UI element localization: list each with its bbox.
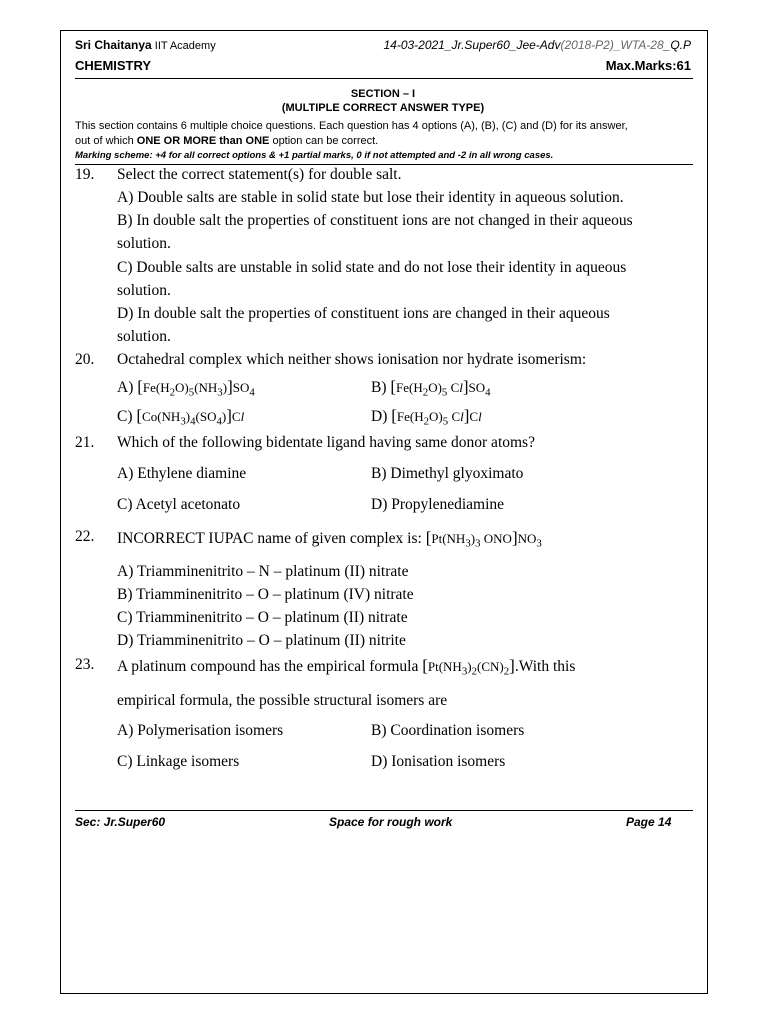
paper-code: 14-03-2021_Jr.Super60_Jee-Adv(2018-P2)_WTA-28_Q.P [383, 38, 691, 52]
q19-option-d-cont: solution. [117, 328, 171, 345]
q19-option-d: D) In double salt the properties of constituent ions are changed in their aqueous [117, 305, 610, 322]
academy-label: IIT Academy [154, 40, 216, 52]
instructions-line-1: This section contains 6 multiple choice questions. Each question has 4 options (A), (B), (C) and (D) for its answer, [75, 120, 628, 132]
q22-option-d: D) Triamminenitrito – O – platinum (II) nitrite [117, 632, 406, 649]
q23-option-d: D) Ionisation isomers [371, 753, 506, 770]
q19-option-a: A) Double salts are stable in solid state but lose their identity in aqueous solution. [117, 189, 624, 206]
q19-option-b: B) In double salt the properties of constituent ions are not changed in their aqueous [117, 212, 633, 229]
q19-option-b-cont: solution. [117, 235, 171, 252]
subject-line [75, 58, 691, 73]
instructions-line-2: out of which ONE OR MORE than ONE option can be correct. [75, 135, 379, 147]
q19-text: Select the correct statement(s) for double salt. [117, 166, 402, 183]
q20-option-c: C) $[Co(NH_3)_4(SO_4)]Cl$ [117, 406, 245, 428]
q23-option-c: C) Linkage isomers [117, 753, 240, 770]
q21-text: Which of the following bidentate ligand having same donor atoms? [117, 434, 535, 451]
header-line [75, 38, 691, 52]
q19-option-c-cont: solution. [117, 282, 171, 299]
q21-option-c: C) Acetyl acetonato [117, 496, 241, 513]
divider [75, 78, 693, 79]
q19-option-c: C) Double salts are unstable in solid state and do not lose their identity in aqueous [117, 259, 627, 276]
footer-page-number: Page 14 [626, 815, 672, 829]
section-title: SECTION – I [350, 88, 416, 100]
q21-number: 21. [75, 434, 95, 451]
q23-text: A platinum compound has the empirical formula $[Pt(NH_3)_2(CN)_2].With$ this [117, 656, 576, 678]
q22-text: INCORRECT IUPAC name of given complex is: [$Pt(NH_3)_3$ $ONO]NO_3$ [117, 528, 542, 550]
brand-logo: Sri Chaitanya [75, 38, 152, 52]
max-marks: Max.Marks:61 [605, 58, 691, 73]
q20-option-b: B) [$Fe(H_2O)_5$ $Cl]SO_4$ [371, 377, 491, 399]
q21-option-a: A) Ethylene diamine [117, 465, 247, 482]
footer-section: Sec: Jr.Super60 [75, 815, 166, 829]
q23-option-b: B) Coordination isomers [371, 722, 525, 739]
q21-option-b: B) Dimethyl glyoximato [371, 465, 524, 482]
q23-number: 23. [75, 656, 95, 673]
q22-number: 22. [75, 528, 95, 545]
q22-option-a: A) Triamminenitrito – N – platinum (II) nitrate [117, 563, 409, 580]
q20-option-a: A) $[Fe(H_2O)_5(NH_3)]SO_4$ [117, 377, 255, 399]
q21-option-d: D) Propylenediamine [371, 496, 505, 513]
section-type: (MULTIPLE CORRECT ANSWER TYPE) [281, 102, 485, 114]
q22-option-c: C) Triamminenitrito – O – platinum (II) nitrate [117, 609, 408, 626]
q23-text-cont: empirical formula, the possible structural isomers are [117, 692, 448, 709]
q20-number: 20. [75, 351, 95, 368]
q23-option-a: A) Polymerisation isomers [117, 722, 284, 739]
footer-divider [75, 810, 693, 811]
divider [75, 164, 693, 165]
q20-option-d: D) [$Fe(H_2O)_5$ Cl]Cl [371, 406, 482, 428]
subject-title: CHEMISTRY [75, 58, 152, 73]
footer-rough-work: Space for rough work [329, 815, 453, 829]
q22-option-b: B) Triamminenitrito – O – platinum (IV) nitrate [117, 586, 414, 603]
q20-text: Octahedral complex which neither shows ionisation nor hydrate isomerism: [117, 351, 587, 368]
marking-scheme: Marking scheme: +4 for all correct options & +1 partial marks, 0 if not attempted and -2 in all wrong cases. [75, 150, 554, 161]
q19-number: 19. [75, 166, 95, 183]
